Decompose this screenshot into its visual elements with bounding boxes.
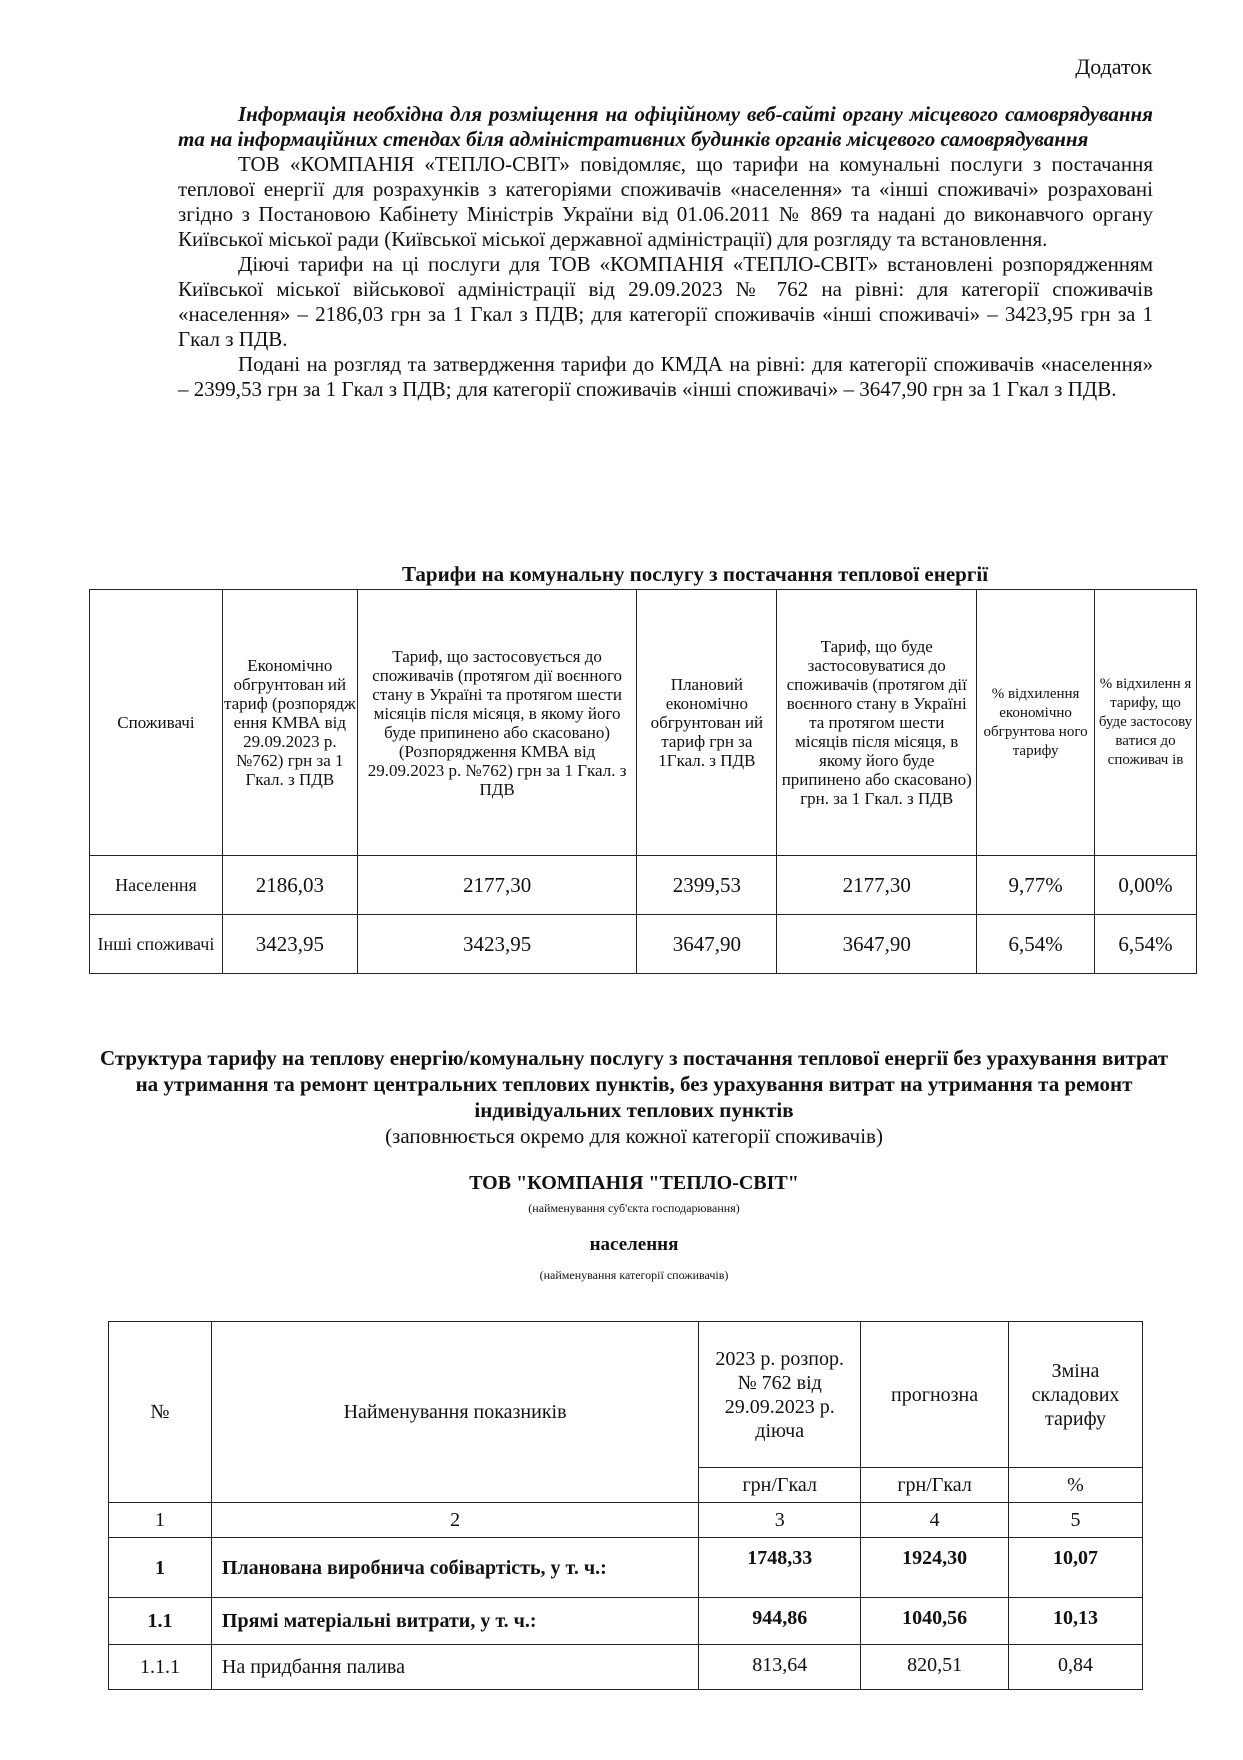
row-value: 813,64 [699,1645,861,1690]
row-value: 944,86 [699,1598,861,1645]
company-name: ТОВ "КОМПАНІЯ "ТЕПЛО-СВІТ" [469,1172,799,1194]
column-number-cell: 4 [861,1503,1009,1538]
structure-header-cell: Найменування показників [211,1322,698,1503]
tariffs-cell: 2177,30 [357,856,637,915]
table-row [90,856,1197,915]
row-value: 10,07 [1009,1538,1143,1598]
tariffs-header-cell: Тариф, що застосовується до споживачів (протягом дії воєнного стану в Україні та протягом шести місяців після місяця, в якому його буде припинено або скасовано) (Розпорядження КМВА від 29.09.2023 р. №762) грн за 1 Гкал. з ПДВ [357,590,637,856]
tariffs-cell: 3423,95 [357,915,637,974]
tariffs-cell: 6,54% [1095,915,1197,974]
column-numbers-row [109,1503,1143,1538]
intro-title: Інформація необхідна для розміщення на офіційному веб-сайті органу місцевого самоврядування та на інформаційних стендах біля адміністративних будинків органів місцевого самоврядування [178,102,1153,151]
row-value: 10,13 [1009,1598,1143,1645]
tariffs-header-cell: % відхиленн я тарифу, що буде застосову ватися до споживач ів [1095,590,1197,856]
structure-title-note: (заповнюється окремо для кожної категорії споживачів) [385,1124,883,1148]
tariffs-header-cell: % відхилення економічно обгрунтова ного тарифу [977,590,1095,856]
category-caption: (найменування категорії споживачів) [539,1268,729,1282]
structure-header-cell: прогнозна [861,1322,1009,1468]
tariffs-cell: 2399,53 [637,856,777,915]
row-name: На придбання палива [211,1645,698,1690]
tariffs-cell: 2177,30 [777,856,977,915]
row-value: 1748,33 [699,1538,861,1598]
column-number-cell: 5 [1009,1503,1143,1538]
company-caption: (найменування суб'єкта господарювання) [528,1201,740,1215]
intro-section [178,102,1153,402]
tariffs-header-cell: Споживачі [90,590,223,856]
column-number-cell: 2 [211,1503,698,1538]
structure-header-cell: Зміна складових тарифу [1009,1322,1143,1468]
row-name: Прямі матеріальні витрати, у т. ч.: [211,1598,698,1645]
column-number-cell: 3 [699,1503,861,1538]
tariffs-table [89,589,1197,974]
table-row [109,1598,1143,1645]
tariffs-header-cell: Плановий економічно обгрунтован ий тариф грн за 1Гкал. з ПДВ [637,590,777,856]
unit-cell: грн/Гкал [861,1468,1009,1503]
tariffs-header-cell: Тариф, що буде застосовуватися до споживачів (протягом дії воєнного стану в Україні та протягом шести місяців після місяця, в якому його буде припинено або скасовано) грн. за 1 Гкал. з ПДВ [777,590,977,856]
structure-title [89,1045,1179,1149]
intro-paragraph-2: Діючі тарифи на ці послуги для ТОВ «КОМПАНІЯ «ТЕПЛО-СВІТ» встановлені розпорядженням Київської міської військової адміністрації від 29.09.2023 № 762 на рівні: для категорії споживачів «населення» – 2186,03 грн за 1 Гкал з ПДВ; для категорії споживачів «інші споживачі» – 3423,95 грн за 1 Гкал з ПДВ. [178,252,1153,351]
intro-paragraph-3: Подані на розгляд та затвердження тарифи до КМДА на рівні: для категорії споживачів «населення» – 2399,53 грн за 1 Гкал з ПДВ; для категорії споживачів «інші споживачі» – 3647,90 грн за 1 Гкал з ПДВ. [178,352,1153,401]
unit-cell: % [1009,1468,1143,1503]
tariffs-table-caption: Тарифи на комунальну послугу з постачання теплової енергії [401,562,989,586]
structure-header-row [109,1322,1143,1468]
tariffs-cell: 3647,90 [637,915,777,974]
table-row [109,1645,1143,1690]
table-row [109,1538,1143,1598]
row-value: 0,84 [1009,1645,1143,1690]
row-value: 820,51 [861,1645,1009,1690]
row-number: 1.1.1 [109,1645,212,1690]
tariffs-table-header-row [90,590,1197,856]
row-value: 1040,56 [861,1598,1009,1645]
column-number-cell: 1 [109,1503,212,1538]
structure-header-cell: № [109,1322,212,1503]
row-name: Планована виробнича собівартість, у т. ч.: [211,1538,698,1598]
row-number: 1 [109,1538,212,1598]
tariffs-cell: 9,77% [977,856,1095,915]
tariffs-cell: 0,00% [1095,856,1197,915]
tariffs-cell: 6,54% [977,915,1095,974]
appendix-label: Додаток [1075,54,1152,79]
structure-header-cell: 2023 р. розпор. № 762 від 29.09.2023 р. діюча [699,1322,861,1468]
row-value: 1924,30 [861,1538,1009,1598]
consumer-category: населення [589,1234,679,1255]
unit-cell: грн/Гкал [699,1468,861,1503]
intro-paragraph-1: ТОВ «КОМПАНІЯ «ТЕПЛО-СВІТ» повідомляє, що тарифи на комунальні послуги з постачання теплової енергії для розрахунків з категоріями споживачів «населення» та «інші споживачі» розраховані згідно з Постановою Кабінету Міністрів України від 01.06.2011 № 869 та надані до виконавчого органу Київської міської ради (Київської міської державної адміністрації) для розгляду та встановлення. [178,152,1153,251]
tariffs-cell: Населення [90,856,223,915]
tariffs-header-cell: Економічно обгрунтован ий тариф (розпорядж ення КМВА від 29.09.2023 р. №762) грн за 1 Гкал. з ПДВ [222,590,357,856]
structure-table [108,1321,1143,1690]
tariffs-cell: 2186,03 [222,856,357,915]
tariffs-cell: Інші споживачі [90,915,223,974]
table-row [90,915,1197,974]
row-number: 1.1 [109,1598,212,1645]
tariffs-cell: 3647,90 [777,915,977,974]
tariffs-cell: 3423,95 [222,915,357,974]
structure-title-main: Структура тарифу на теплову енергію/комунальну послугу з постачання теплової енергії без урахування витрат на утримання та ремонт центральних теплових пунктів, без урахування витрат на утримання та ремонт індивідуальних теплових пунктів [99,1046,1169,1122]
